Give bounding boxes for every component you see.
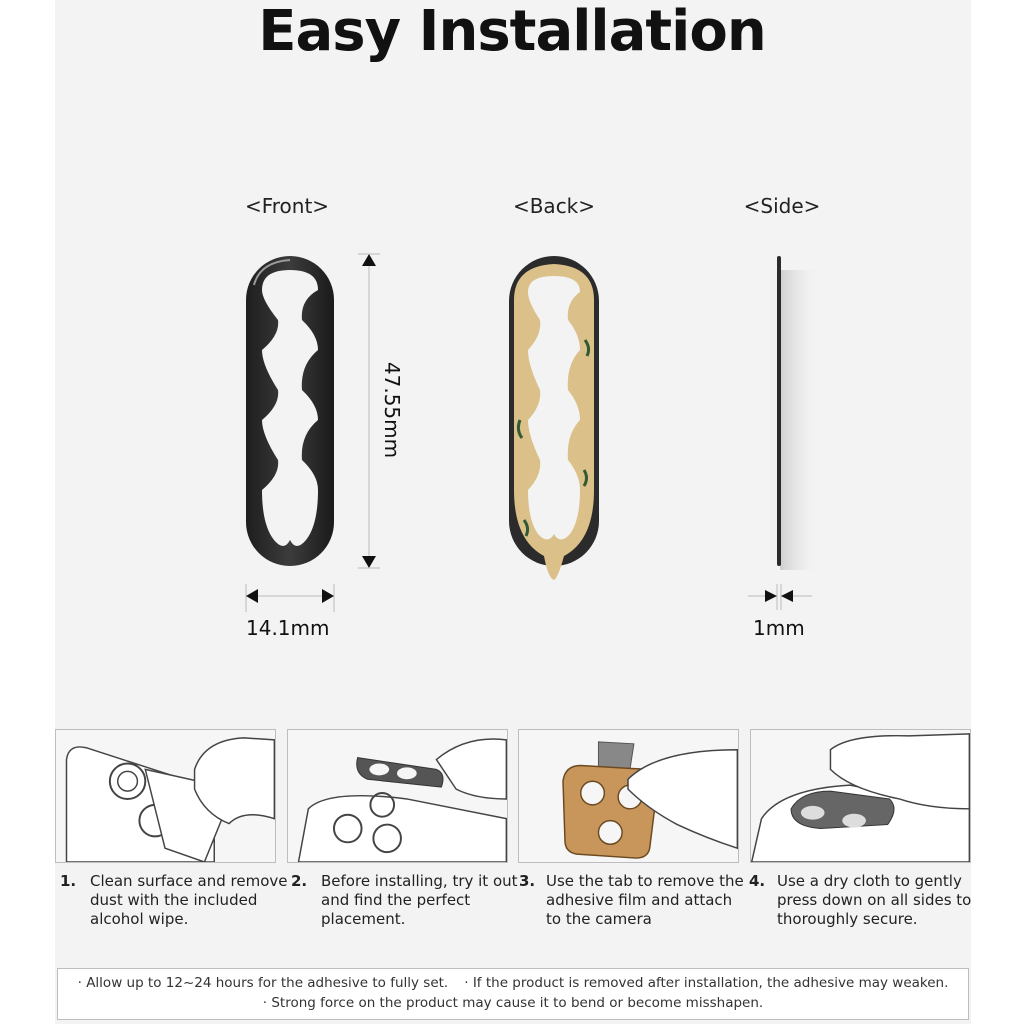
step-1-illustration xyxy=(55,729,276,863)
back-view-label: <Back> xyxy=(512,194,596,218)
wipe-camera-icon xyxy=(56,730,275,862)
thickness-dimension-arrow-icon xyxy=(748,584,812,610)
height-dimension-label: 47.55mm xyxy=(380,361,404,459)
width-dimension-arrow-icon xyxy=(246,584,334,612)
step-1-number: 1. xyxy=(60,872,77,890)
front-protector-icon xyxy=(246,256,334,566)
note-adhesive-set: · Allow up to 12~24 hours for the adhesive to fully set. xyxy=(77,975,449,991)
side-view-label: <Side> xyxy=(743,194,821,218)
press-down-icon xyxy=(751,730,970,862)
step-1-description: Clean surface and remove dust with the included alcohol wipe. xyxy=(90,872,288,928)
step-3-description: Use the tab to remove the adhesive film and attach to the camera xyxy=(546,872,744,928)
step-3-illustration xyxy=(518,729,739,863)
front-view-label: <Front> xyxy=(244,194,330,218)
step-2-description: Before installing, try it out and find the perfect placement. xyxy=(321,872,518,928)
try-placement-icon xyxy=(288,730,507,862)
step-4-description: Use a dry cloth to gently press down on all sides to thoroughly secure. xyxy=(777,872,972,928)
note-strong-force: · Strong force on the product may cause it to bend or become misshapen. xyxy=(262,995,764,1011)
width-dimension-label: 14.1mm xyxy=(246,616,330,640)
note-adhesive-weaken: · If the product is removed after installation, the adhesive may weaken. xyxy=(464,975,949,991)
step-4-illustration xyxy=(750,729,971,863)
page-title: Easy Installation xyxy=(258,0,766,64)
notes-box xyxy=(57,968,969,1020)
remove-film-icon xyxy=(519,730,738,862)
step-2-number: 2. xyxy=(291,872,308,890)
step-2-illustration xyxy=(287,729,508,863)
side-protector-icon xyxy=(777,256,820,570)
back-protector-icon xyxy=(509,256,599,580)
step-3-number: 3. xyxy=(519,872,536,890)
notes-line-1 xyxy=(58,973,968,993)
step-4-number: 4. xyxy=(749,872,766,890)
height-dimension-arrow-icon xyxy=(358,254,380,568)
thickness-dimension-label: 1mm xyxy=(753,616,805,640)
